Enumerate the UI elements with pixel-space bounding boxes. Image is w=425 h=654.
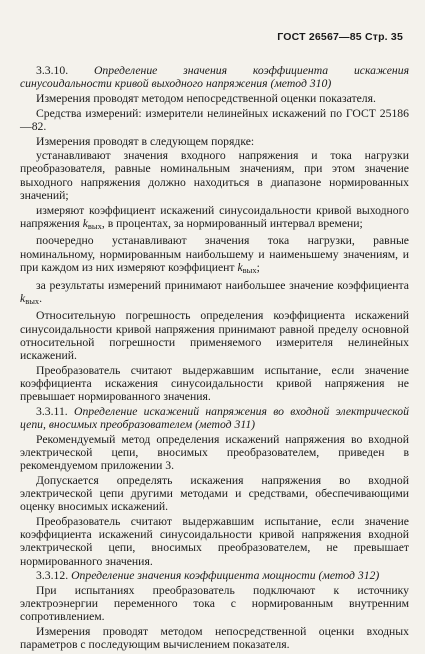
section-3-3-10-heading (20, 64, 409, 90)
page-header: ГОСТ 26567—85 Стр. 35 (277, 31, 403, 43)
symbol-base: k (82, 216, 88, 230)
paragraph (20, 279, 409, 308)
section-number: 3.3.12. (36, 569, 69, 583)
section-3-3-12-heading (20, 569, 409, 582)
symbol-base: k (20, 291, 26, 305)
paragraph: Преобразователь считают выдержавшим испытание, если значение коэффициента искажений синусоидальности кривой напряжения входной электрической цепи, вносимых преобразователем, не превышает нормированного значения. (20, 515, 409, 568)
paragraph: Преобразователь считают выдержавшим испытание, если значение коэффициента искажения синусоидальности кривой напряжения не превышает нормированного значения. (20, 363, 409, 404)
paragraph: Рекомендуемый метод определения искажений напряжения во входной электрической цепи, вносимых преобразователем, приведен в рекомендуемом приложении 3. (20, 432, 409, 473)
k-vyh-symbol (20, 292, 39, 305)
symbol-base: k (237, 260, 243, 274)
k-vyh-symbol (237, 261, 256, 274)
k-vyh-symbol (83, 217, 102, 230)
text-run: ; (256, 260, 260, 274)
symbol-subscript: вых (87, 220, 102, 231)
paragraph: устанавливают значения входного напряжения и тока нагрузки преобразователя, равные номинальным значениям, при этом значение выходного напряжения должно находиться в диапазоне нормированных значений; (20, 149, 409, 202)
paragraph: Измерения проводят методом непосредственной оценки показателя. (36, 91, 376, 105)
paragraph: Допускается определять искажения напряжения во входной электрической цепи другими методами и средствами, обеспечивающими оценку вносимых искажений. (20, 473, 409, 514)
symbol-subscript: вых (25, 295, 40, 306)
paragraph: Средства измерений: измерители нелинейных искажений по ГОСТ 25186—82. (20, 106, 409, 133)
text-run: , в процентах, за нормированный интервал времени; (101, 216, 363, 230)
text-run: . (39, 291, 43, 305)
section-title: Определение значения коэффициента мощности (метод 312) (71, 569, 380, 583)
text-run: измеряют коэффициент искажений синусоидальности кривой выходного напряжения (20, 203, 409, 230)
paragraph (20, 204, 409, 233)
symbol-subscript: вых (242, 264, 257, 275)
paragraph: Измерения проводят методом непосредственной оценки входных параметров с последующим вычислением показателя. (20, 625, 409, 652)
section-3-3-11-heading (20, 405, 409, 431)
text-run: поочередно устанавливают значения тока нагрузки, равные номинальному, нормированным наибольшему и наименьшему значениям, и при каждом из них измеряют коэффициент (20, 234, 409, 274)
paragraph: Измерения проводят в следующем порядке: (36, 134, 255, 148)
section-number: 3.3.10. (36, 64, 69, 77)
paragraph: Относительную погрешность определения коэффициента искажений синусоидальности кривой напряжения принимают равной пределу основной относительной погрешности применяемого измерителя нелинейных искажений. (20, 309, 409, 363)
section-title: Определение искажений напряжения во входной электрической цепи, вносимых преобразователем (метод 311) (20, 404, 409, 432)
section-number: 3.3.11. (36, 404, 68, 418)
paragraph (20, 234, 409, 277)
text-run: за результаты измерений принимают наибольшее значение коэффициента (36, 278, 409, 292)
document-body (20, 64, 409, 652)
paragraph: При испытаниях преобразователь подключают к источнику электроэнергии переменного тока с нормированным внутренним сопротивлением. (20, 584, 409, 624)
section-title: Определение значения коэффициента искажения синусоидальности кривой выходного напряжения (метод 310) (20, 64, 409, 91)
